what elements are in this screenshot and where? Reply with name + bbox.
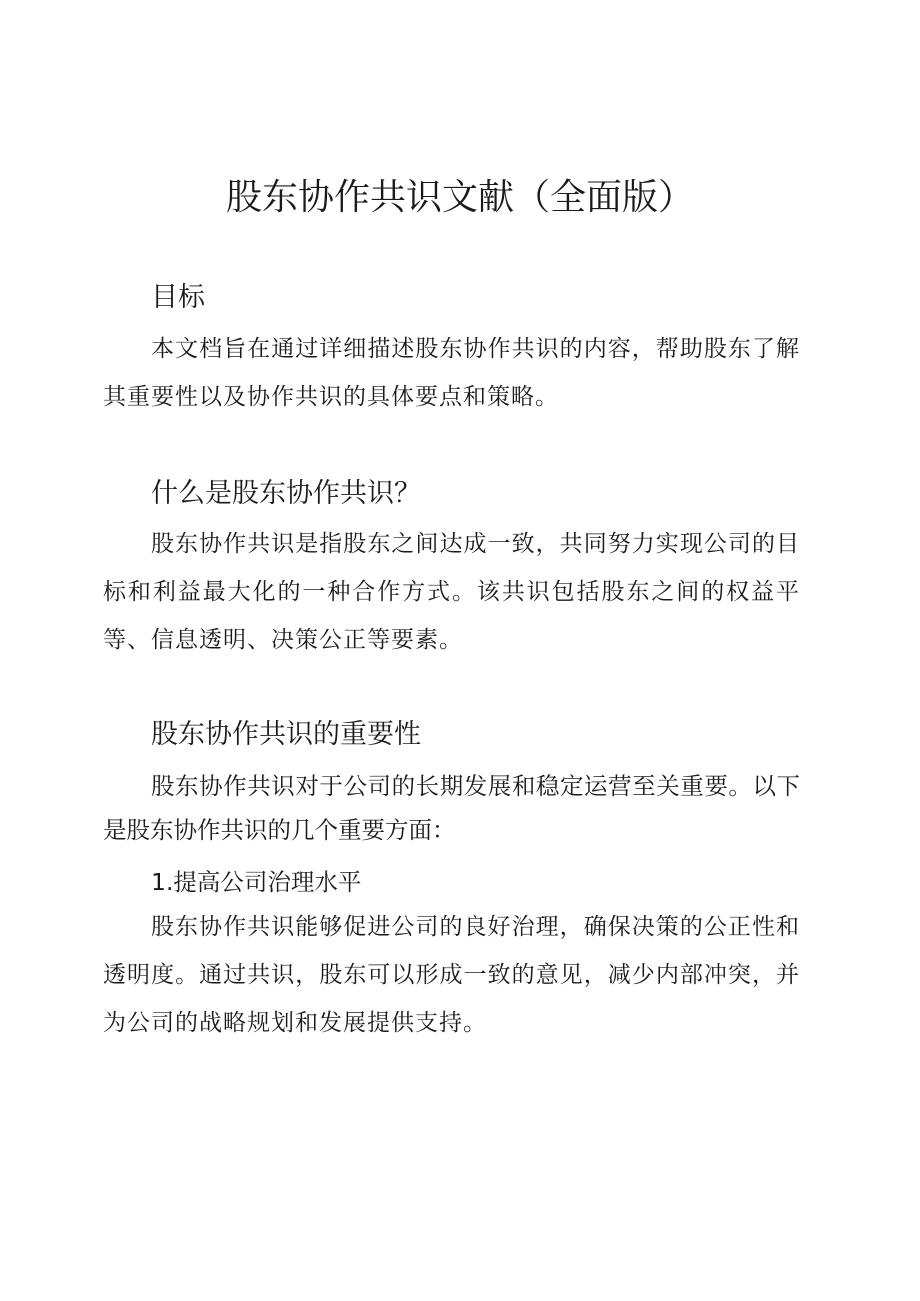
section-intro-importance: 股东协作共识对于公司的长期发展和稳定运营至关重要。以下是股东协作共识的几个重要方面： bbox=[103, 772, 800, 844]
section-heading-definition: 什么是股东协作共识？ bbox=[151, 478, 421, 509]
section-body-goal: 本文档旨在通过详细描述股东协作共识的内容，帮助股东了解其重要性以及协作共识的具体要点和策略。 bbox=[103, 336, 800, 410]
subsection-body-governance: 股东协作共识能够促进公司的良好治理，确保决策的公正性和透明度。通过共识，股东可以形成一致的意见，减少内部冲突，并为公司的战略规划和发展提供支持。 bbox=[103, 914, 800, 1036]
document-title: 股东协作共识文献（全面版） bbox=[225, 177, 694, 218]
section-heading-goal: 目标 bbox=[151, 282, 205, 313]
section-heading-importance: 股东协作共识的重要性 bbox=[151, 719, 421, 750]
subsection-heading-governance: 1.提高公司治理水平 bbox=[151, 868, 362, 896]
section-body-definition: 股东协作共识是指股东之间达成一致，共同努力实现公司的目标和利益最大化的一种合作方式。该共识包括股东之间的权益平等、信息透明、决策公正等要素。 bbox=[103, 531, 800, 653]
